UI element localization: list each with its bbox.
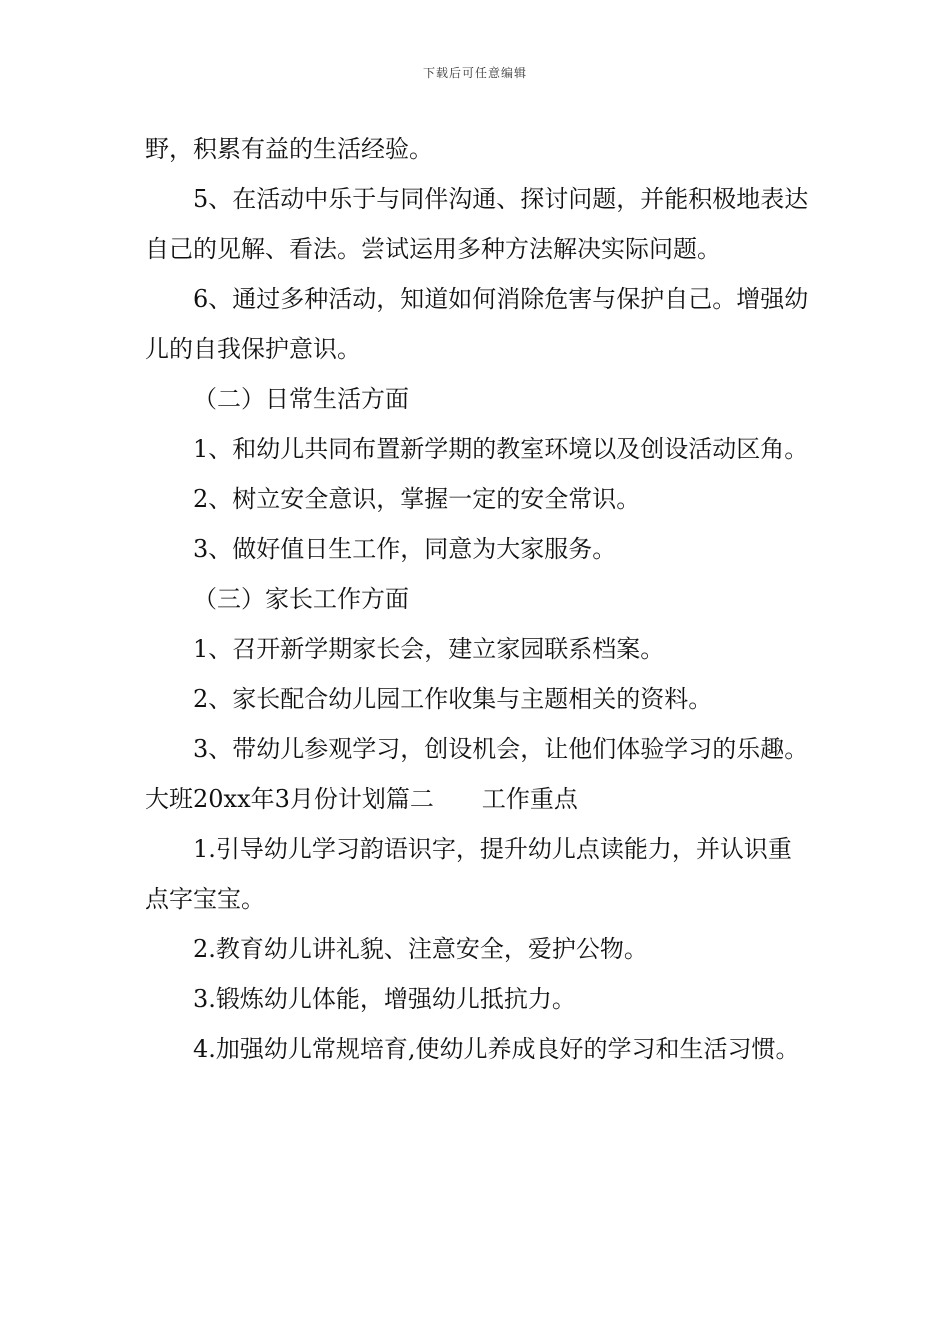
paragraph-focus-3: 3.锻炼幼儿体能，增强幼儿抵抗力。 <box>193 985 576 1013</box>
section-heading-daily-life: （二）日常生活方面 <box>193 385 409 413</box>
paragraph-parent-3: 3、带幼儿参观学习，创设机会，让他们体验学习的乐趣。 <box>193 735 809 763</box>
paragraph-parent-1: 1、召开新学期家长会，建立家园联系档案。 <box>193 635 665 663</box>
paragraph-focus-4: 4.加强幼儿常规培育,使幼儿养成良好的学习和生活习惯。 <box>193 1035 800 1063</box>
paragraph-focus-2: 2.教育幼儿讲礼貌、注意安全，爱护公物。 <box>193 935 648 963</box>
paragraph-item-6: 6、通过多种活动，知道如何消除危害与保护自己。增强幼儿的自我保护意识。 <box>145 285 809 363</box>
plan-title-heading: 大班20xx年3月份计划篇二 工作重点 <box>145 785 578 813</box>
document-body <box>145 124 810 1074</box>
page-header: 下载后可任意编辑 <box>422 66 527 80</box>
paragraph-daily-2: 2、树立安全意识，掌握一定的安全常识。 <box>193 485 641 513</box>
paragraph-parent-2: 2、家长配合幼儿园工作收集与主题相关的资料。 <box>193 685 713 713</box>
paragraph-focus-1: 1.引导幼儿学习韵语识字，提升幼儿点读能力，并认识重点字宝宝。 <box>145 835 792 913</box>
paragraph-daily-1: 1、和幼儿共同布置新学期的教室环境以及创设活动区角。 <box>193 435 809 463</box>
paragraph-item-5: 5、在活动中乐于与同伴沟通、探讨问题，并能积极地表达自己的见解、看法。尝试运用多种方法解决实际问题。 <box>145 185 809 263</box>
section-heading-parent-work: （三）家长工作方面 <box>193 585 409 613</box>
paragraph-continuation: 野，积累有益的生活经验。 <box>145 135 433 163</box>
paragraph-daily-3: 3、做好值日生工作，同意为大家服务。 <box>193 535 617 563</box>
